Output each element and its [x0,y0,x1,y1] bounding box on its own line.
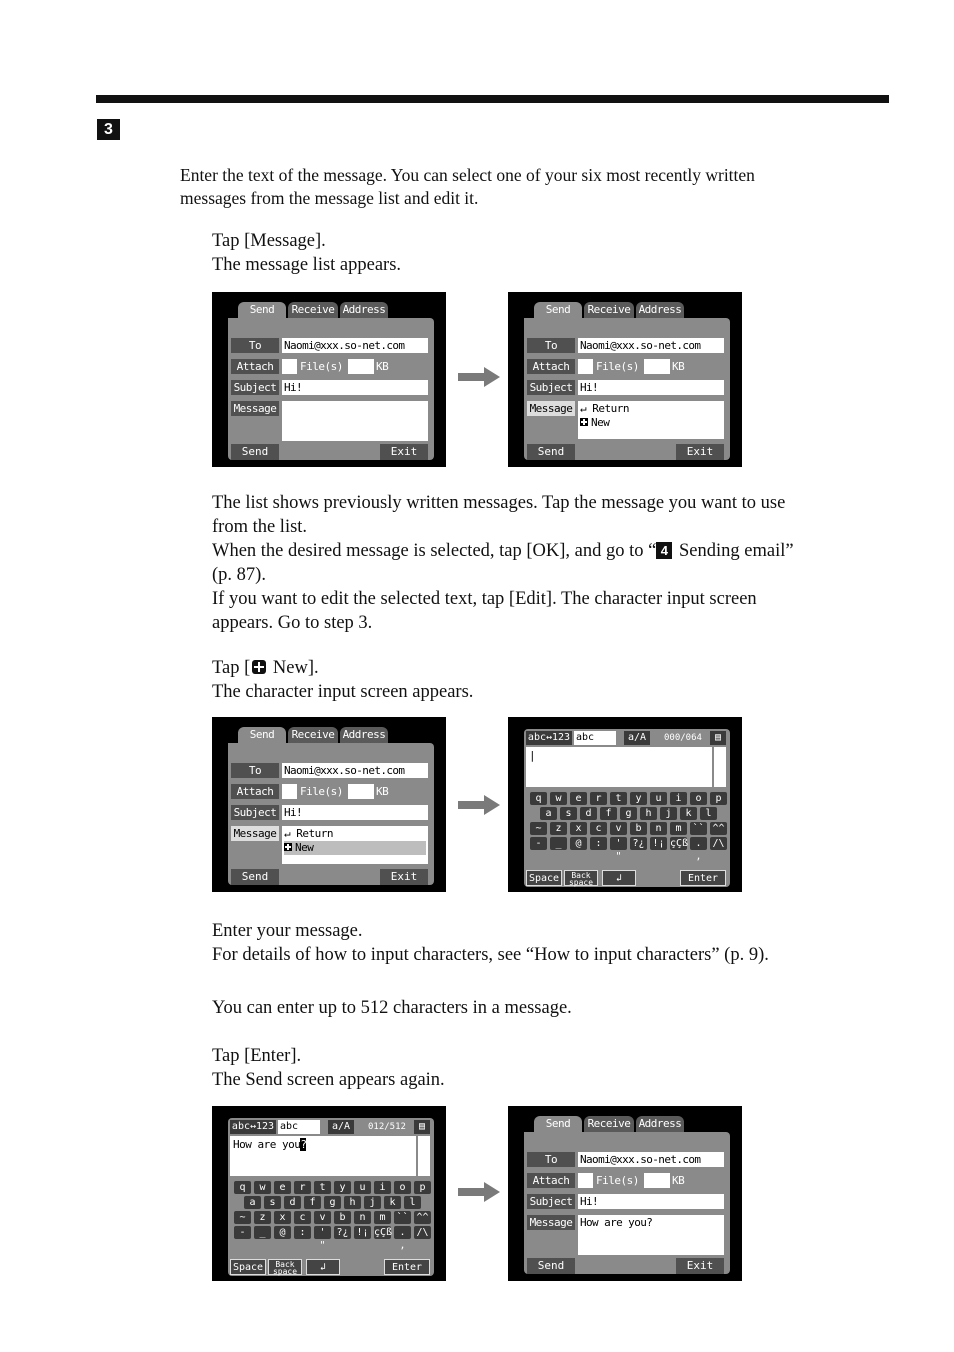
key[interactable]: ?¿ [630,837,647,850]
exit-button[interactable]: Exit [380,869,428,885]
step-1-text: Tap [Message]. The message list appears. [212,231,402,275]
list-item-return[interactable]: ↵ Return [284,827,333,840]
key[interactable]: a [540,807,557,820]
enter-button[interactable]: Enter [384,1259,430,1275]
key[interactable]: o [690,792,707,805]
key[interactable]: _ [254,1226,271,1239]
send-screen-new-selected [212,717,446,892]
list-item-return[interactable]: ↵ Return [580,402,629,415]
send-screen-after [508,1106,742,1281]
key[interactable]: c [590,822,607,835]
key[interactable]: s [560,807,577,820]
files-label: File(s) [596,1174,639,1187]
note-text: You can enter up to 512 characters in a message. [212,998,572,1018]
keyboard-panel [228,1118,434,1276]
exit-button[interactable]: Exit [676,1258,724,1274]
plus-icon [284,843,292,851]
attach-button[interactable]: Attach [527,1173,575,1188]
tab-send[interactable]: Send [534,302,582,318]
arrow-right-icon [458,367,500,387]
to-field[interactable]: Naomi@xxx.so-net.com [282,763,428,778]
mode-toggle-button[interactable]: abc↔123 [231,1121,275,1132]
step-3-text: Enter your message. For details of how to input characters, see “How to input characters” (p. 9). [212,921,769,965]
subject-field[interactable]: Hi! [282,380,428,395]
to-button[interactable]: To [231,338,279,353]
scrollbar[interactable] [714,747,726,787]
tab-send[interactable]: Send [238,727,286,743]
mode-value: abc [278,1120,320,1134]
key[interactable]: çÇß [670,838,689,849]
key[interactable]: çÇß [374,1227,393,1238]
kb-label: KB [376,785,389,798]
to-field[interactable]: Naomi@xxx.so-net.com [578,1152,724,1167]
key[interactable]: k [680,807,697,820]
key[interactable]: /\ [710,837,727,850]
send-panel [524,1132,730,1274]
tab-address[interactable]: Address [636,1116,684,1132]
message-button[interactable]: Message [527,401,575,416]
key[interactable]: c [294,1211,311,1224]
files-label: File(s) [300,785,343,798]
kb-label: KB [376,360,389,373]
send-panel [228,318,434,460]
key[interactable]: v [610,822,627,835]
plus-icon [252,660,266,674]
subject-field[interactable]: Hi! [578,380,724,395]
kb-label: KB [672,1174,685,1187]
exit-button[interactable]: Exit [676,444,724,460]
keyboard-panel [524,729,730,887]
key[interactable]: r [294,1181,311,1194]
send-button[interactable]: Send [231,869,279,885]
files-label: File(s) [596,360,639,373]
key[interactable]: ^^ [710,822,727,835]
plus-icon [580,418,588,426]
key[interactable]: `` [690,822,707,835]
return-key[interactable]: ↲ [306,1259,340,1275]
key[interactable]: v [314,1211,331,1224]
intro-paragraph: Enter the text of the message. You can select one of your six most recently written messages from the message list and edit it. [180,165,755,208]
key[interactable]: - [530,837,547,850]
case-toggle-button[interactable]: a/A [624,731,650,745]
list-note-text: The list shows previously written messages. Tap the message you want to use from the list. When the desired message is selected, tap [OK], and go to “ 4 Sending email” (p. 87). If you want to edit the selected text, tap [Edit]. The character input screen appears. Go to step 3. [212,493,794,633]
message-button[interactable]: Message [231,826,279,841]
files-count-field [578,359,593,374]
kb-field [644,1173,670,1188]
key[interactable]: ~ [234,1211,251,1224]
key[interactable]: . , [394,1226,411,1239]
key[interactable]: - [234,1226,251,1239]
send-button[interactable]: Send [527,1258,575,1274]
key[interactable]: a [244,1196,261,1209]
files-count-field [282,359,297,374]
key[interactable]: ~ [530,822,547,835]
keyboard-layout-icon[interactable]: ▤ [414,1120,430,1134]
message-textarea[interactable]: | [526,747,712,787]
subject-button[interactable]: Subject [527,1194,575,1209]
tab-receive[interactable]: Receive [288,727,338,743]
kb-field [348,784,374,799]
to-button[interactable]: To [527,338,575,353]
key[interactable]: ' " [314,1226,331,1239]
key[interactable]: d [580,807,597,820]
message-list [578,401,724,439]
scrollbar[interactable] [418,1136,430,1176]
key[interactable]: q [234,1181,251,1194]
key[interactable]: r [590,792,607,805]
key[interactable]: m [670,822,687,835]
case-toggle-button[interactable]: a/A [328,1120,354,1134]
key[interactable]: w [254,1181,271,1194]
send-screen-before [212,292,446,467]
subject-button[interactable]: Subject [527,380,575,395]
to-field[interactable]: Naomi@xxx.so-net.com [578,338,724,353]
key[interactable]: p [414,1181,431,1194]
arrow-right-icon [458,795,500,815]
send-button[interactable]: Send [231,444,279,460]
send-panel [228,743,434,885]
char-counter: 012/512 [368,1122,406,1132]
key[interactable]: d [284,1196,301,1209]
key[interactable]: ?¿ [334,1226,351,1239]
key[interactable]: p [710,792,727,805]
key[interactable]: q [530,792,547,805]
keyboard-layout-icon[interactable]: ▤ [710,731,726,745]
mode-value: abc [574,731,616,745]
key[interactable]: z [254,1211,271,1224]
files-count-field [282,784,297,799]
key[interactable]: . , [690,837,707,850]
key[interactable]: /\ [414,1226,431,1239]
key[interactable]: y [334,1181,351,1194]
attach-button[interactable]: Attach [231,784,279,799]
kb-field [644,359,670,374]
section-rule [96,95,889,103]
tab-receive[interactable]: Receive [288,302,338,318]
send-button[interactable]: Send [527,444,575,460]
key[interactable]: h [640,807,657,820]
key[interactable]: i [670,792,687,805]
key[interactable]: g [620,807,637,820]
return-icon: ↵ [580,402,587,415]
tab-address[interactable]: Address [340,302,388,318]
kb-field [348,359,374,374]
attach-button[interactable]: Attach [527,359,575,374]
key[interactable]: h [344,1196,361,1209]
key[interactable]: n [354,1211,371,1224]
list-item-new[interactable]: New [284,841,426,855]
key[interactable]: @ [570,837,587,850]
files-count-field [578,1173,593,1188]
message-button[interactable]: Message [527,1215,575,1230]
keyboard-screen-typed [212,1106,446,1281]
key[interactable]: ^^ [414,1211,431,1224]
key[interactable]: !¡ [354,1226,371,1239]
subject-button[interactable]: Subject [231,380,279,395]
key[interactable]: f [304,1196,321,1209]
key[interactable]: n [650,822,667,835]
key[interactable]: `` [394,1211,411,1224]
key[interactable]: x [274,1211,291,1224]
key[interactable]: w [550,792,567,805]
message-field[interactable] [282,401,428,441]
key[interactable]: i [374,1181,391,1194]
tab-send[interactable]: Send [534,1116,582,1132]
enter-button[interactable]: Enter [680,870,726,886]
tab-address[interactable]: Address [340,727,388,743]
step-4-badge: 4 [656,542,672,559]
message-field[interactable]: How are you? [578,1215,724,1255]
tab-receive[interactable]: Receive [584,302,634,318]
key[interactable]: : [294,1226,311,1239]
mode-toggle-button[interactable]: abc↔123 [527,732,571,743]
to-button[interactable]: To [527,1152,575,1167]
step-number-badge: 3 [97,119,120,140]
keyboard-screen-empty [508,717,742,892]
step-4-text: Tap [Enter]. The Send screen appears again. [212,1046,445,1090]
key[interactable]: j [364,1196,381,1209]
key[interactable]: e [274,1181,291,1194]
key[interactable]: g [324,1196,341,1209]
return-icon: ↵ [284,827,291,840]
key[interactable]: t [314,1181,331,1194]
tab-receive[interactable]: Receive [584,1116,634,1132]
message-list [282,826,428,864]
attach-button[interactable]: Attach [231,359,279,374]
list-item-new[interactable]: New [580,416,609,430]
space-button[interactable]: Space [230,1259,266,1275]
return-key[interactable]: ↲ [602,870,636,886]
subject-field[interactable]: Hi! [578,1194,724,1209]
subject-field[interactable]: Hi! [282,805,428,820]
key[interactable]: l [404,1196,421,1209]
key[interactable]: z [550,822,567,835]
key[interactable]: !¡ [650,837,667,850]
backspace-button[interactable]: Back space [564,870,598,886]
key[interactable]: b [630,822,647,835]
key[interactable]: s [264,1196,281,1209]
key[interactable]: @ [274,1226,291,1239]
key[interactable]: k [384,1196,401,1209]
key[interactable]: t [610,792,627,805]
send-screen-list [508,292,742,467]
backspace-button[interactable]: Back space [268,1259,302,1275]
key[interactable]: o [394,1181,411,1194]
key[interactable]: j [660,807,677,820]
kb-label: KB [672,360,685,373]
message-textarea[interactable]: How are you? [230,1136,416,1176]
to-button[interactable]: To [231,763,279,778]
tab-send[interactable]: Send [238,302,286,318]
subject-button[interactable]: Subject [231,805,279,820]
tab-address[interactable]: Address [636,302,684,318]
key[interactable]: f [600,807,617,820]
key[interactable]: y [630,792,647,805]
key[interactable]: u [650,792,667,805]
key[interactable]: m [374,1211,391,1224]
key[interactable]: e [570,792,587,805]
char-counter: 000/064 [664,733,702,743]
send-panel [524,318,730,460]
key[interactable]: _ [550,837,567,850]
arrow-right-icon [458,1182,500,1202]
exit-button[interactable]: Exit [380,444,428,460]
key[interactable]: l [700,807,717,820]
step-2-text: Tap [ New]. The character input screen appears. [212,658,474,702]
key[interactable]: b [334,1211,351,1224]
key[interactable]: x [570,822,587,835]
key[interactable]: : [590,837,607,850]
message-button[interactable]: Message [231,401,279,416]
space-button[interactable]: Space [526,870,562,886]
key[interactable]: ' " [610,837,627,850]
key[interactable]: u [354,1181,371,1194]
to-field[interactable]: Naomi@xxx.so-net.com [282,338,428,353]
files-label: File(s) [300,360,343,373]
